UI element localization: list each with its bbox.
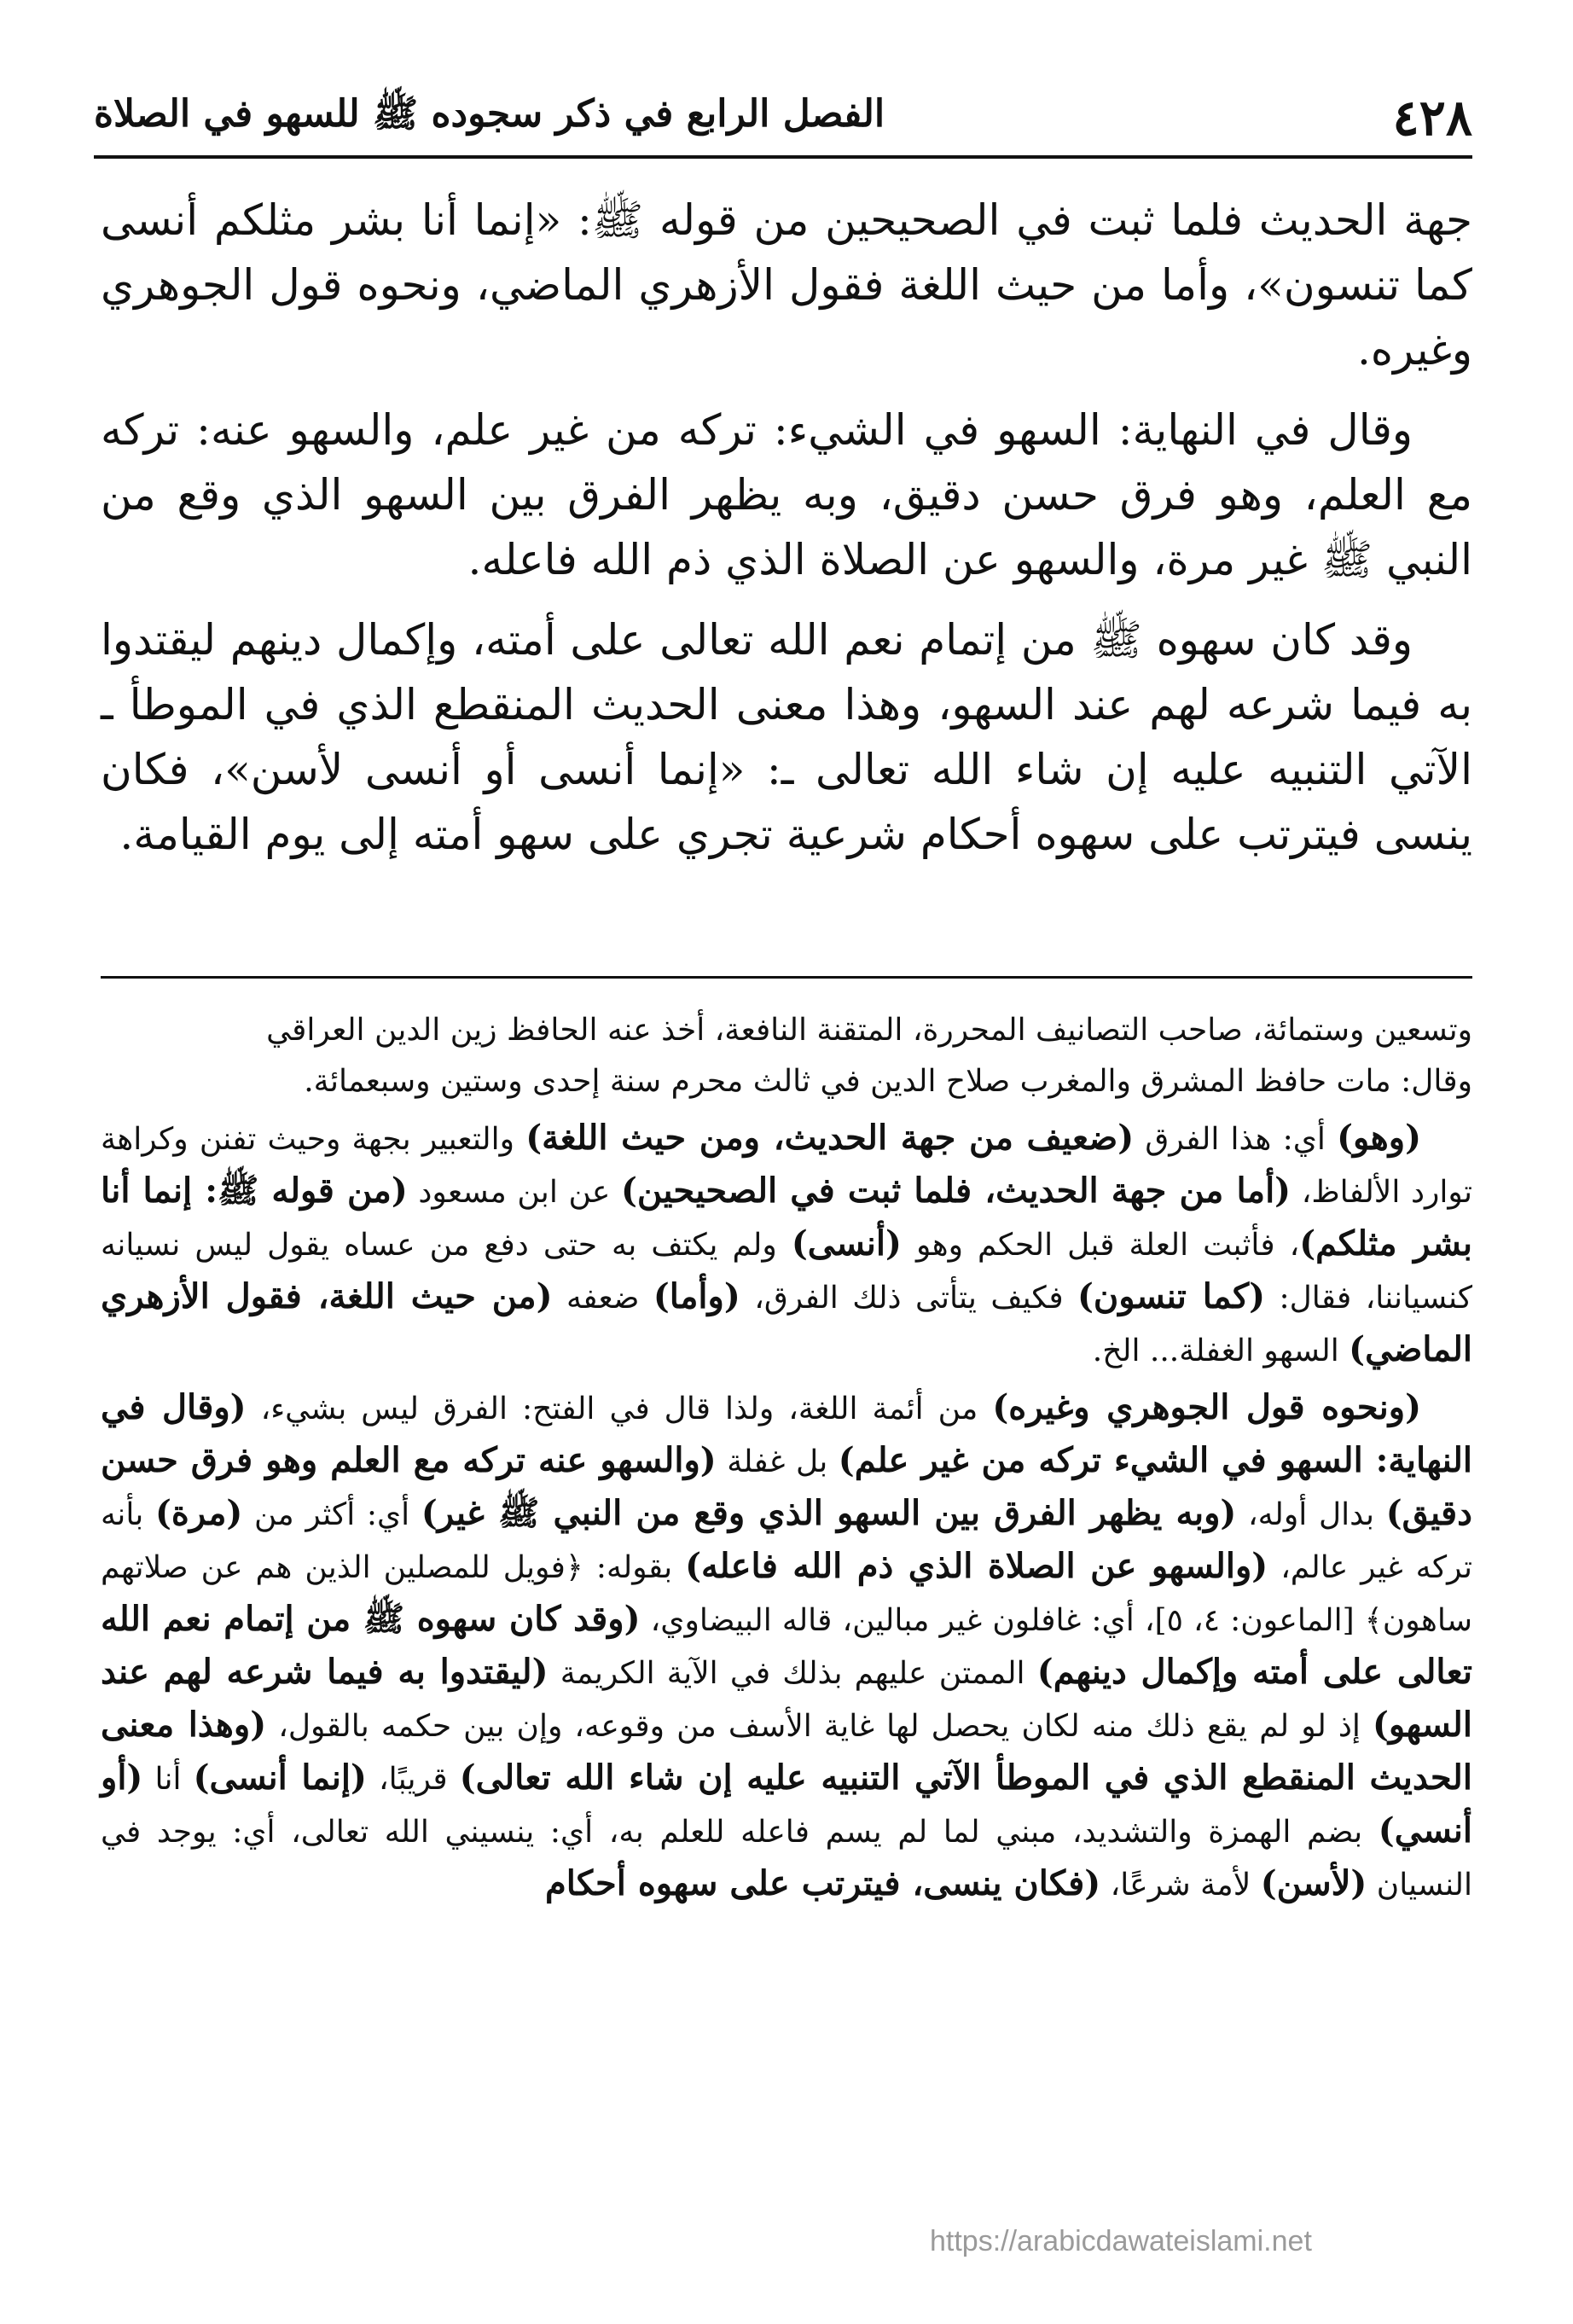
watermark-url: https://arabicdawateislami.net [930, 2225, 1312, 2257]
quoted-matn: (لأسن) [1260, 1863, 1367, 1903]
commentary-paragraph [101, 1382, 1472, 1911]
quoted-matn: (إنما أنسى) [193, 1758, 367, 1798]
commentary-text: بقوله: ﴿فويل للمصلين الذين هم عن صلاتهم ساهون﴾ [الماعون: ٤، ٥]، أي: غافلون غير مبالين، قاله البيضاوي، [101, 1550, 1473, 1638]
commentary-text: بأنه تركه غير عالم، [101, 1497, 1473, 1585]
commentary-text: والتعبير بجهة وحيث تفنن وكراهة توارد الألفاظ، [101, 1122, 1472, 1210]
commentary-text: ضعفه [552, 1281, 653, 1316]
quoted-matn: (وقال في النهاية: السهو في الشيء تركه من غير علم) [101, 1387, 1473, 1480]
commentary-text: فكيف يتأتى ذلك الفرق، [740, 1281, 1077, 1316]
quoted-matn: (ضعيف من جهة الحديث، ومن حيث اللغة) [525, 1118, 1135, 1158]
commentary-text: أي: أكثر من [242, 1497, 421, 1532]
quoted-matn: (والسهو عنه تركه مع العلم وهو فرق حسن دقيق) [101, 1440, 1472, 1533]
quoted-matn: (أو أنسي) [101, 1758, 1472, 1850]
commentary-text: بضم الهمزة والتشديد، مبني لما لم يسم فاعله للعلم به، أي: ينسيني الله تعالى، أي: يوجد في النسيان [101, 1815, 1472, 1903]
quoted-matn: (وقد كان سهوه ﷺ من إتمام نعم الله تعالى على أمته وإكمال دينهم) [101, 1599, 1473, 1692]
commentary-text: إذ لو لم يقع ذلك منه لكان يحصل لها غاية الأسف من وقوعه، وإن بين حكمه بالقول، [266, 1709, 1373, 1744]
quoted-matn: (كما تنسون) [1077, 1276, 1266, 1316]
main-paragraph: وقال في النهاية: السهو في الشيء: تركه من غير علم، والسهو عنه: تركه مع العلم، وهو فرق حسن دقيق، وبه يظهر الفرق بين السهو الذي وقع من النبي ﷺ غير مرة، والسهو عن الصلاة الذي ذم الله فاعله. [101, 405, 1472, 584]
commentary-text: من أئمة اللغة، ولذا قال في الفتح: الفرق ليس بشيء، [246, 1391, 993, 1426]
commentary-text: قريبًا، [366, 1762, 460, 1797]
commentary-text: أنا [142, 1762, 194, 1797]
quoted-matn: (أنسى) [791, 1223, 902, 1264]
commentary-text: السهو الغفلة... الخ. [1092, 1333, 1350, 1368]
page-header [94, 89, 1472, 159]
commentary-text: الممتن عليهم بذلك في الآية الكريمة [548, 1656, 1037, 1691]
page-number: ٤٢٨ [1392, 89, 1472, 147]
commentary-text: وقال: مات حافظ المشرق والمغرب صلاح الدين في ثالث محرم سنة إحدى وستين وسبعمائة. [304, 1064, 1472, 1099]
quoted-matn: (وأما) [653, 1276, 740, 1316]
main-paragraph: جهة الحديث فلما ثبت في الصحيحين من قوله ﷺ: «إنما أنا بشر مثلكم أنسى كما تنسون»، وأما من حيث اللغة فقول الأزهري الماضي، ونحوه قول الجوهري وغيره. [101, 195, 1472, 375]
quoted-matn: (وهذا معنى الحديث المنقطع الذي في الموطأ الآتي التنبيه عليه إن شاء الله تعالى) [101, 1705, 1472, 1798]
commentary-text: أي: هذا الفرق [1134, 1122, 1338, 1157]
quoted-matn: (مرة) [154, 1493, 243, 1533]
commentary-text: بل غفلة [716, 1444, 839, 1479]
commentary [101, 1005, 1472, 1916]
quoted-matn: (فكان ينسى، فيترتب على سهوه أحكام [545, 1863, 1101, 1903]
quoted-matn: (من قوله ﷺ: إنما أنا بشر مثلكم) [101, 1171, 1472, 1264]
quoted-matn: (والسهو عن الصلاة الذي ذم الله فاعله) [685, 1546, 1268, 1586]
running-title: الفصل الرابع في ذكر سجوده ﷺ للسهو في الصلاة [94, 92, 885, 136]
quoted-matn: (وبه يظهر الفرق بين السهو الذي وقع من النبي ﷺ غير) [421, 1493, 1237, 1533]
footnote-divider [101, 976, 1472, 979]
commentary-text: لأمة شرعًا، [1100, 1868, 1261, 1903]
main-paragraph: وقد كان سهوه ﷺ من إتمام نعم الله تعالى على أمته، وإكمال دينهم ليقتدوا به فيما شرعه لهم عند السهو، وهذا معنى الحديث المنقطع الذي في الموطأ ـ الآتي التنبيه عليه إن شاء الله تعالى ـ: «إنما أنسى أو أنسى لأسن»، فكان ينسى فيترتب على سهوه أحكام شرعية تجري على سهو أمته إلى يوم القيامة. [101, 615, 1472, 859]
quoted-matn: (وهو) [1337, 1118, 1421, 1158]
commentary-text: عن ابن مسعود [407, 1175, 621, 1210]
quoted-matn: (من حيث اللغة، فقول الأزهري الماضي) [101, 1276, 1472, 1369]
quoted-matn: (ونحوه قول الجوهري وغيره) [992, 1387, 1421, 1427]
main-text [101, 188, 1472, 882]
commentary-text: ، فأثبت العلة قبل الحكم وهو [901, 1228, 1300, 1263]
quoted-matn: (ليقتدوا به فيما شرعه لهم عند السهو) [101, 1652, 1472, 1745]
commentary-paragraph [101, 1005, 1472, 1107]
commentary-text: وتسعين وستمائة، صاحب التصانيف المحررة، المتقنة النافعة، أخذ عنه الحافظ زين الدين العراقي [266, 1013, 1472, 1048]
quoted-matn: (أما من جهة الحديث، فلما ثبت في الصحيحين) [620, 1171, 1291, 1211]
commentary-paragraph [101, 1113, 1472, 1377]
commentary-text: ولم يكتف به حتى دفع من عساه يقول ليس نسيانه كنسياننا، فقال: [101, 1228, 1473, 1316]
commentary-text: بدال أوله، [1236, 1497, 1386, 1532]
